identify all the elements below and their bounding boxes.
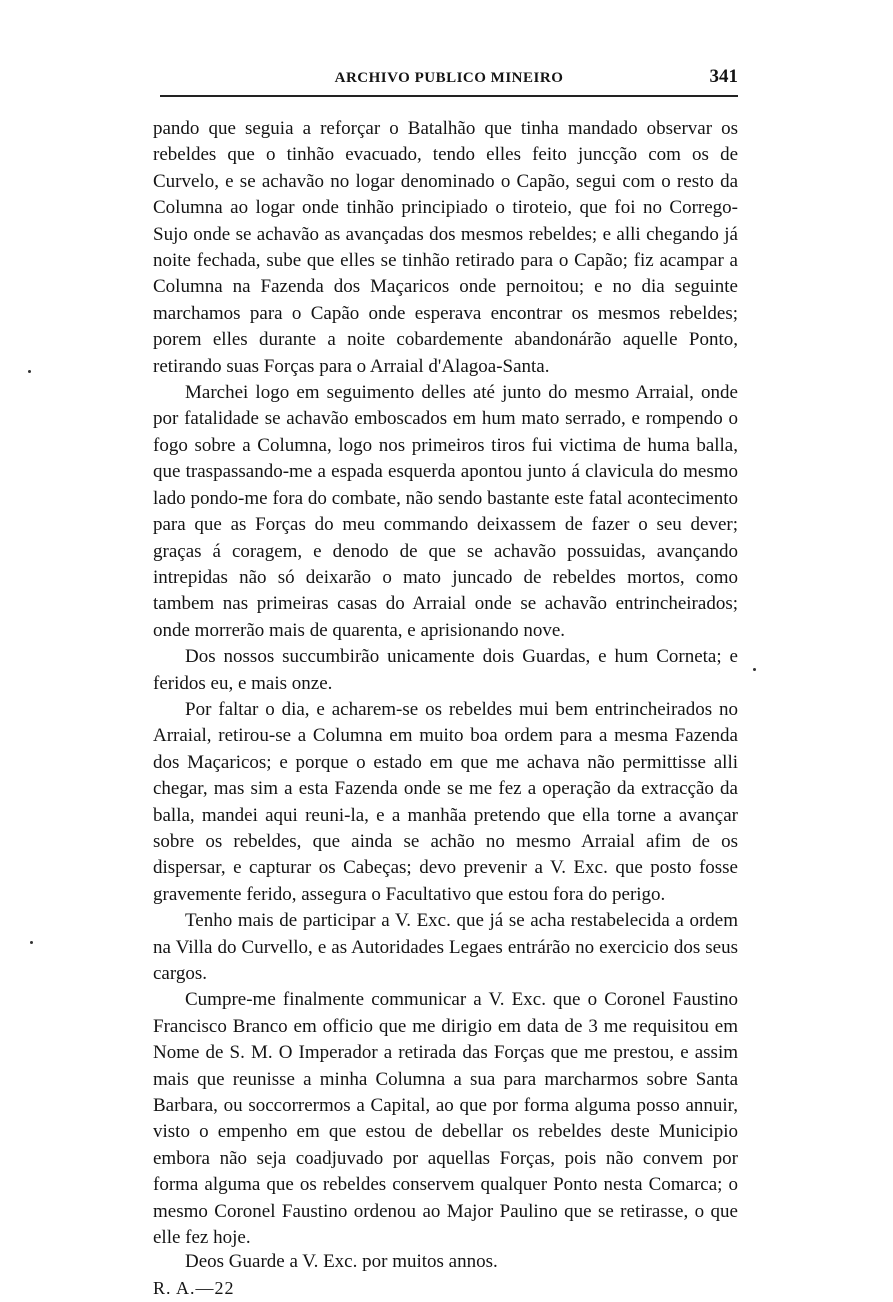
salutation: Deos Guarde a V. Exc. por muitos annos. [185,1251,498,1272]
page-number: 341 [709,66,738,87]
running-title: ARCHIVO PUBLICO MINEIRO [334,70,564,86]
header-rule [160,95,738,97]
closing-block [153,1249,738,1302]
paragraph-5: Tenho mais de participar a V. Exc. que já se acha restabelecida a ordem na Villa do Curvello, e as Autoridades Legaes entrárão no exercicio dos seus cargos. [153,910,738,984]
paragraph-6: Cumpre-me finalmente communicar a V. Exc. que o Coronel Faustino Francisco Branco em officio que me dirigio em data de 3 me requisitou em Nome de S. M. O Imperador a retirada das Forças que me prestou, e assim mais que reunisse a minha Columna a sua para marcharmos sobre Santa Barbara, ou soccorrermos a Capital, ao que por forma alguma posso annuir, visto o empenho em que estou de debellar os rebeldes deste Municipio embora não seja coadjuvado por aquellas Forças, pois não convem por forma alguma que os rebeldes conservem qualquer Ponto nesta Comarca; o mesmo Coronel Faustino ordenou ao Major Paulino que se retirasse, o que elle fez hoje. [153,989,738,1249]
print-speck [28,370,31,373]
paragraph-2: Marchei logo em seguimento delles até junto do mesmo Arraial, onde por fatalidade se achavão emboscados em hum mato serrado, e rompendo o fogo sobre a Columna, logo nos primeiros tiros fui victima de huma balla, que traspassando-me a espada esquerda apontou junto á clavicula do mesmo lado pondo-me fora do combate, não sendo bastante este fatal acontecimento para que as Forças do meu commando deixassem de fazer o seu dever; graças á coragem, e denodo de que se achavão possuidas, avançando intrepidas não só deixarão o mato juncado de rebeldes mortos, como tambem nas primeiras casas do Arraial onde se achavão entrincheirados; onde morrerão mais de quarenta, e aprisionando nove. [153,382,738,641]
body-text [153,116,738,1251]
paragraph-3: Dos nossos succumbirão unicamente dois Guardas, e hum Corneta; e feridos eu, e mais onze. [153,646,738,694]
paragraph-4: Por faltar o dia, e acharem-se os rebeldes mui bem entrincheirados no Arraial, retirou-se a Columna em muito boa ordem para a mesma Fazenda dos Maçaricos; e porque o estado em que me achava não permittisse alli chegar, mas sim a esta Fazenda onde se me fez a operação da extracção da balla, mandei aqui reuni-la, e a manhãa pretendo que ella torne a avançar sobre os rebeldes, que ainda se achão no mesmo Arraial afim de os dispersar, e capturar os Cabeças; devo prevenir a V. Exc. que posto fosse gravemente ferido, assegura o Facultativo que estou fora do perigo. [153,698,738,905]
print-speck [30,941,33,944]
signature-mark: R. A.—22 [153,1278,235,1299]
print-speck [753,668,756,671]
paragraph-1: pando que seguia a reforçar o Batalhão que tinha mandado observar os rebeldes que o tinhão evacuado, tendo elles feito juncção com os de Curvelo, e se achavão no logar denominado o Capão, segui com o resto da Columna ao logar onde tinhão principiado o tiroteio, que foi no Corrego-Sujo onde se achavão as avançadas dos mesmos rebeldes; e alli chegando já noite fechada, sube que elles se tinhão retirado para o Capão; fiz acampar a Columna na Fazenda dos Maçaricos onde pernoitou; e no dia seguinte marchamos para o Capão onde esperava encontrar os mesmos rebeldes; porem elles durante a noite cobardemente abandonárão aquelle Ponto, retirando suas Forças para o Arraial d'Alagoa-Santa. [153,118,738,377]
page-header [160,66,738,96]
